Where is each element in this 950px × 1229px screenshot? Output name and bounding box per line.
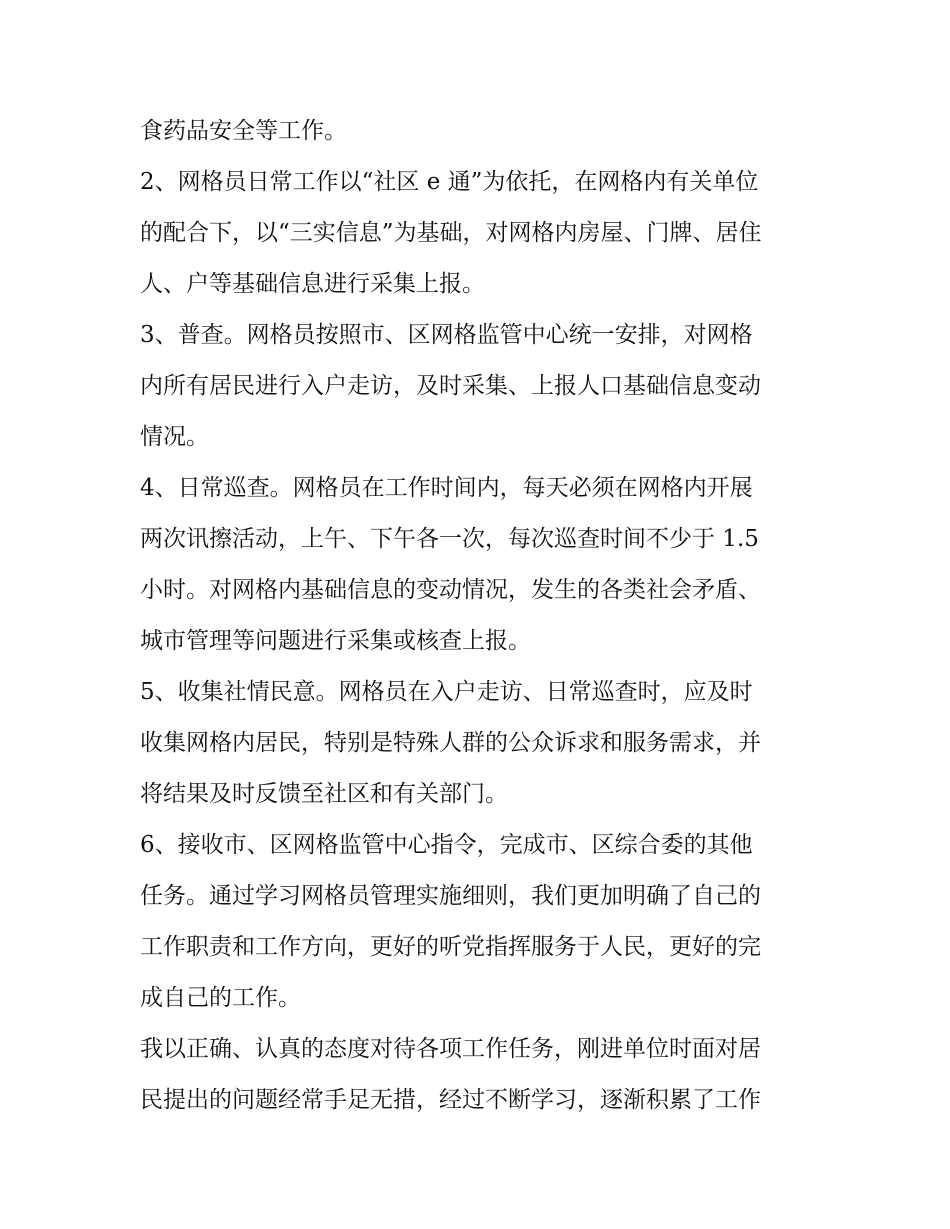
text-line: 将结果及时反馈至社区和有关部门。 xyxy=(140,781,508,807)
text-line: 6、接收市、区网格监管中心指令，完成市、区综合委的其他 xyxy=(140,832,753,858)
text-line: 成自己的工作。 xyxy=(140,985,301,1011)
text-line: 小时。对网格内基础信息的变动情况，发生的各类社会矛盾、 xyxy=(140,577,761,603)
document-body xyxy=(140,106,820,1126)
text-line: 民提出的问题经常手足无措，经过不断学习，逐渐积累了工作 xyxy=(140,1087,761,1113)
text-line: 的配合下，以“三实信息”为基础，对网格内房屋、门牌、居住 xyxy=(140,220,762,246)
paragraph-item-4 xyxy=(140,463,820,667)
text-line: 我以正确、认真的态度对待各项工作任务，刚进单位时面对居 xyxy=(140,1036,761,1062)
text-line: 人、户等基础信息进行采集上报。 xyxy=(140,271,485,297)
text-line: 任务。通过学习网格员管理实施细则，我们更加明确了自己的 xyxy=(140,883,761,909)
text-line: 两次讯擦活动，上午、下午各一次，每次巡查时间不少于 1.5 xyxy=(140,526,759,552)
paragraph-item-3 xyxy=(140,310,820,463)
text-line: 城市管理等问题进行采集或核查上报。 xyxy=(140,628,531,654)
text-line: 工作职责和工作方向，更好的听党指挥服务于人民，更好的完 xyxy=(140,934,761,960)
paragraph-attitude xyxy=(140,1024,820,1126)
paragraph-item-2 xyxy=(140,157,820,310)
paragraph-continuation xyxy=(140,106,820,157)
paragraph-item-5 xyxy=(140,667,820,820)
text-line: 5、收集社情民意。网格员在入户走访、日常巡查时，应及时 xyxy=(140,679,753,705)
paragraph-item-6 xyxy=(140,820,820,1024)
text-line: 内所有居民进行入户走访，及时采集、上报人口基础信息变动 xyxy=(140,373,761,399)
text-line: 情况。 xyxy=(140,424,209,450)
text-line: 收集网格内居民，特别是特殊人群的公众诉求和服务需求，并 xyxy=(140,730,761,756)
text-line: 2、网格员日常工作以“社区 e 通”为依托，在网格内有关单位 xyxy=(140,169,759,195)
text-line: 食药品安全等工作。 xyxy=(140,118,347,144)
text-line: 3、普查。网格员按照市、区网格监管中心统一安排，对网格 xyxy=(140,322,753,348)
text-line: 4、日常巡查。网格员在工作时间内，每天必须在网格内开展 xyxy=(140,475,753,501)
